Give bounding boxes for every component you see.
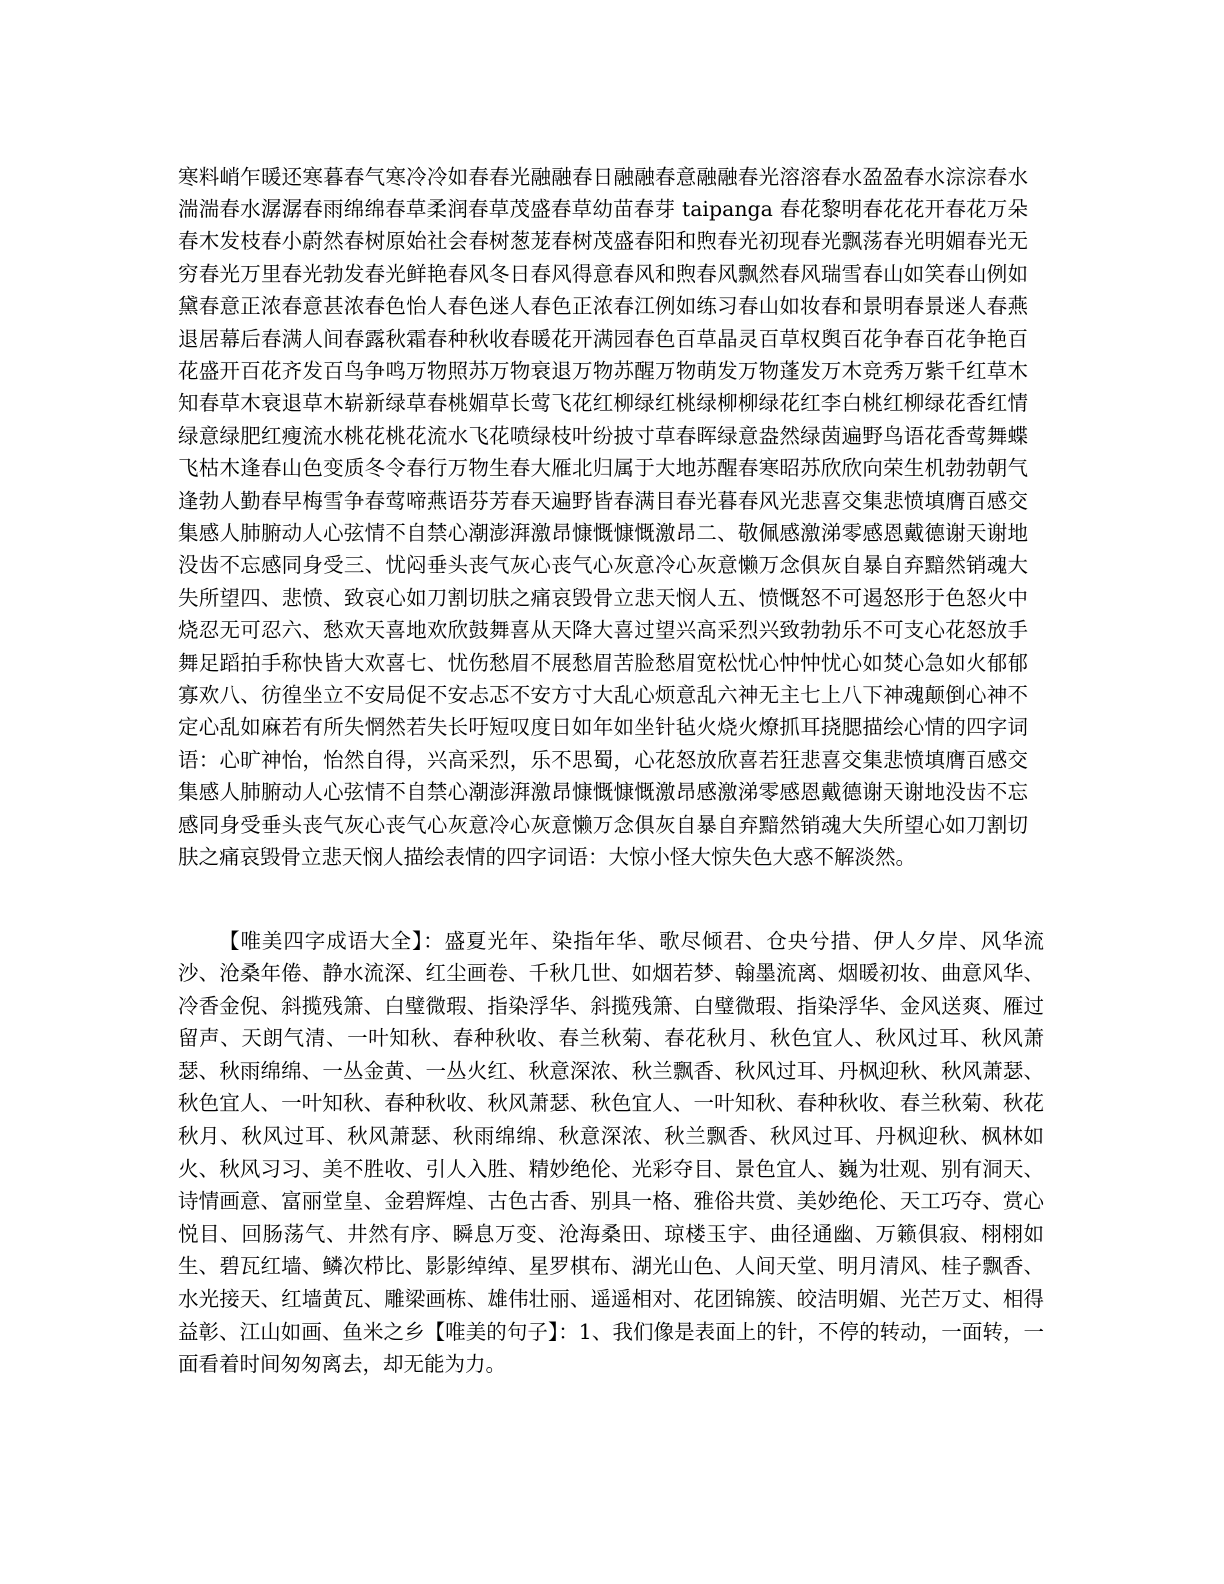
paragraph-beautiful-idioms: 【唯美四字成语大全】：盛夏光年、染指年华、歌尽倾君、仓央兮措、伊人夕岸、风华流沙、沧桑年倦、静水流深、红尘画卷、千秋几世、如烟若梦、翰墨流离、烟暖初妆、曲意风华、冷香金倪、斜揽残箫、白璧微瑕、指染浮华、斜揽残箫、白璧微瑕、指染浮华、金风送爽、雁过留声、天朗气清、一叶知秋、春种秋收、春兰秋菊、春花秋月、秋色宜人、秋风过耳、秋风萧瑟、秋雨绵绵、一丛金黄、一丛火红、秋意深浓、秋兰飘香、秋风过耳、丹枫迎秋、秋风萧瑟、秋色宜人、一叶知秋、春种秋收、秋风萧瑟、秋色宜人、一叶知秋、春种秋收、春兰秋菊、秋花秋月、秋风过耳、秋风萧瑟、秋雨绵绵、秋意深浓、秋兰飘香、秋风过耳、丹枫迎秋、枫林如火、秋风习习、美不胜收、引人入胜、精妙绝伦、光彩夺目、景色宜人、巍为壮观、别有洞天、诗情画意、富丽堂皇、金碧辉煌、古色古香、别具一格、雅俗共赏、美妙绝伦、天工巧夺、赏心悦目、回肠荡气、井然有序、瞬息万变、沧海桑田、琼楼玉宇、曲径通幽、万籁俱寂、栩栩如生、碧瓦红墙、鳞次栉比、影影绰绰、星罗棋布、湖光山色、人间天堂、明月清风、桂子飘香、水光接天、红墙黄瓦、雕梁画栋、雄伟壮丽、遥遥相对、花团锦簇、皎洁明媚、光芒万丈、相得益彰、江山如画、鱼米之乡【唯美的句子】：1、我们像是表面上的针，不停的转动，一面转，一面看着时间匆匆离去，却无能为力。 — [178, 928, 1044, 1377]
paragraph-spring-idioms: 寒料峭乍暖还寒暮春气寒冷冷如春春光融融春日融融春意融融春光溶溶春水盈盈春水淙淙春水湍湍春水潺潺春雨绵绵春草柔润春草茂盛春草幼苗春芽 taipanga 春花黎明春花花开春花万朵春木发枝春小蔚然春树原始社会春树葱茏春树茂盛春阳和煦春光初现春光飘荡春光明媚春光无穷春光万里春光勃发春光鲜艳春风冬日春风得意春风和煦春风飘然春风瑞雪春山如笑春山例如黛春意正浓春意甚浓春色怡人春色迷人春色正浓春江例如练习春山如妆春和景明春景迷人春燕退居幕后春满人间春露秋霜春种秋收春暖花开满园春色百草晶灵百草权舆百花争春百花争艳百花盛开百花齐发百鸟争鸣万物照苏万物衰退万物苏醒万物萌发万物蓬发万木竞秀万紫千红草木知春草木衰退草木崭新绿草春桃媚草长莺飞花红柳绿红桃绿柳柳绿花红李白桃红柳绿花香红情绿意绿肥红瘦流水桃花桃花流水飞花喷绿枝叶纷披寸草春晖绿意盎然绿茵遍野鸟语花香莺舞蝶飞枯木逢春山色变质冬令春行万物生春大雁北归属于大地苏醒春寒昭苏欣欣向荣生机勃勃朝气逢勃人勤春早梅雪争春莺啼燕语芬芳春天遍野皆春满目春光暮春风光悲喜交集悲愤填膺百感交集感人肺腑动人心弦情不自禁心潮澎湃激昂慷慨慷慨激昂二、敬佩感激涕零感恩戴德谢天谢地没齿不忘感同身受三、忧闷垂头丧气灰心丧气心灰意冷心灰意懒万念俱灰自暴自弃黯然销魂大失所望四、悲愤、致哀心如刀割切肤之痛哀毁骨立悲天悯人五、愤慨怒不可遏怒形于色怒火中烧忍无可忍六、愁欢天喜地欢欣鼓舞喜从天降大喜过望兴高采烈兴致勃勃乐不可支心花怒放手舞足蹈拍手称快皆大欢喜七、忧伤愁眉不展愁眉苦脸愁眉宽松忧心忡忡忧心如焚心急如火郁郁寡欢八、彷徨坐立不安局促不安忐忑不安方寸大乱心烦意乱六神无主七上八下神魂颠倒心神不定心乱如麻若有所失惘然若失长吁短叹度日如年如坐针毡火烧火燎抓耳挠腮描绘心情的四字词语：心旷神怡，怡然自得，兴高采烈，乐不思蜀，心花怒放欣喜若狂悲喜交集悲愤填膺百感交集感人肺腑动人心弦情不自禁心潮澎湃激昂慷慨慷慨激昂感激涕零感恩戴德谢天谢地没齿不忘感同身受垂头丧气灰心丧气心灰意冷心灰意懒万念俱灰自暴自弃黯然销魂大失所望心如刀割切肤之痛哀毁骨立悲天悯人描绘表情的四字词语：大惊小怪大惊失色大惑不解淡然。 — [178, 164, 1028, 870]
